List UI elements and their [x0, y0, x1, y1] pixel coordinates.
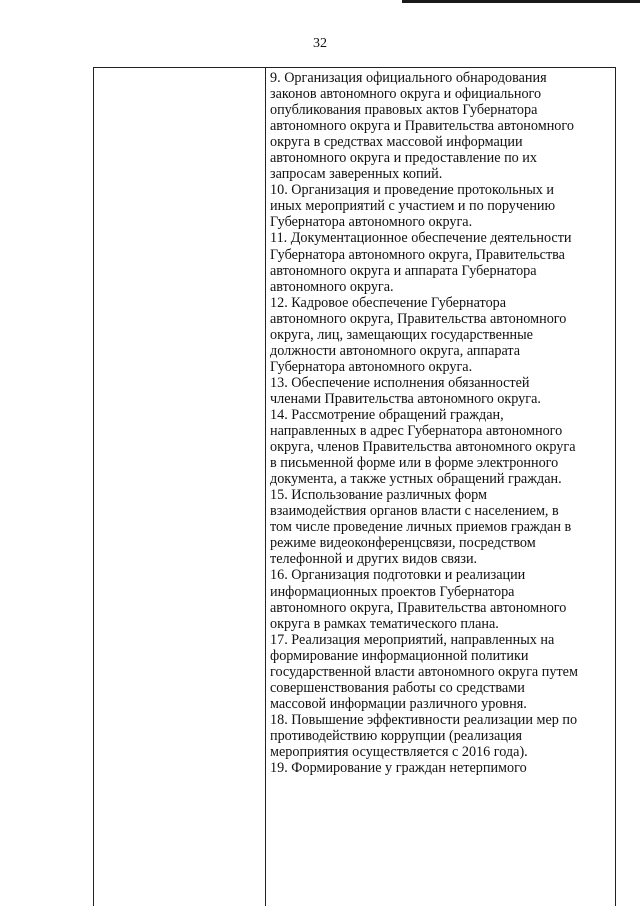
list-item-line: государственной власти автономного округа путем: [270, 663, 578, 680]
list-item: [270, 182, 610, 230]
table-left-column: [94, 68, 266, 906]
list-item-line: автономного округа, Правительства автономного: [270, 599, 567, 616]
list-item-line: округа, лиц, замещающих государственные: [270, 326, 533, 343]
list-item-line: округа в рамках тематического плана.: [270, 615, 499, 632]
list-item: [270, 375, 610, 407]
list-item: [270, 632, 610, 712]
page-number: 32: [313, 36, 327, 51]
list-item-line: членами Правительства автономного округа.: [270, 390, 541, 407]
list-item-line: автономного округа и предоставление по их: [270, 150, 537, 167]
list-item-line: мероприятия осуществляется с 2016 года).: [270, 743, 528, 760]
list-item-line: документа, а также устных обращений граждан.: [270, 471, 562, 488]
list-item-line: совершенствования работы со средствами: [270, 679, 525, 696]
list-item-line: иных мероприятий с участием и по поручению: [270, 198, 556, 215]
list-item-line: телефонной и других видов связи.: [270, 551, 478, 568]
list-item: [270, 760, 610, 776]
list-item-line: 15. Использование различных форм: [270, 487, 488, 504]
list-item-line: взаимодействия органов власти с населением, в: [270, 503, 559, 520]
list-item-line: 14. Рассмотрение обращений граждан,: [270, 406, 504, 423]
list-item-line: Губернатора автономного округа, Правительства: [270, 246, 565, 263]
list-item-line: автономного округа.: [270, 278, 394, 295]
list-item-line: автономного округа, Правительства автономного: [270, 310, 567, 327]
list-item-line: округа, членов Правительства автономного округа: [270, 439, 576, 456]
list-item-line: автономного округа и Правительства автономного: [270, 118, 574, 135]
list-item: [270, 230, 610, 294]
list-item-line: 13. Обеспечение исполнения обязанностей: [270, 374, 530, 391]
list-item-line: 16. Организация подготовки и реализации: [270, 567, 526, 584]
list-item: [270, 487, 610, 567]
list-item-line: режиме видеоконференцсвязи, посредством: [270, 535, 536, 552]
list-item-line: Губернатора автономного округа.: [270, 358, 473, 375]
top-rule: [402, 0, 640, 3]
list-item: [270, 712, 610, 760]
list-item-line: в письменной форме или в форме электронного: [270, 455, 559, 472]
list-item-line: 19. Формирование у граждан нетерпимого: [270, 760, 527, 777]
list-item-line: запросам заверенных копий.: [270, 166, 443, 183]
list-item-line: формирование информационной политики: [270, 647, 529, 664]
list-item-line: автономного округа и аппарата Губернатора: [270, 262, 537, 279]
list-item-line: 12. Кадровое обеспечение Губернатора: [270, 294, 507, 311]
list-item-line: 17. Реализация мероприятий, направленных на: [270, 631, 555, 648]
document-table: [93, 67, 616, 906]
list-item-line: том числе проведение личных приемов граждан в: [270, 519, 572, 536]
list-item-line: округа в средствах массовой информации: [270, 134, 523, 151]
list-item-line: 11. Документационное обеспечение деятельности: [270, 230, 572, 247]
list-item: [270, 70, 610, 182]
list-item: [270, 567, 610, 631]
measures-list: [270, 70, 610, 776]
list-item: [270, 407, 610, 487]
list-item-line: массовой информации различного уровня.: [270, 695, 527, 712]
list-item-line: противодействию коррупции (реализация: [270, 727, 522, 744]
list-item-line: 9. Организация официального обнародования: [270, 70, 547, 86]
list-item-line: должности автономного округа, аппарата: [270, 342, 521, 359]
list-item-line: 10. Организация и проведение протокольных и: [270, 182, 554, 199]
list-item: [270, 295, 610, 375]
list-item-line: 18. Повышение эффективности реализации мер по: [270, 711, 578, 728]
list-item-line: Губернатора автономного округа.: [270, 214, 473, 231]
table-right-column: [270, 70, 610, 776]
list-item-line: направленных в адрес Губернатора автономного: [270, 423, 563, 440]
list-item-line: законов автономного округа и официального: [270, 86, 542, 103]
list-item-line: опубликования правовых актов Губернатора: [270, 102, 538, 119]
list-item-line: информационных проектов Губернатора: [270, 583, 515, 600]
